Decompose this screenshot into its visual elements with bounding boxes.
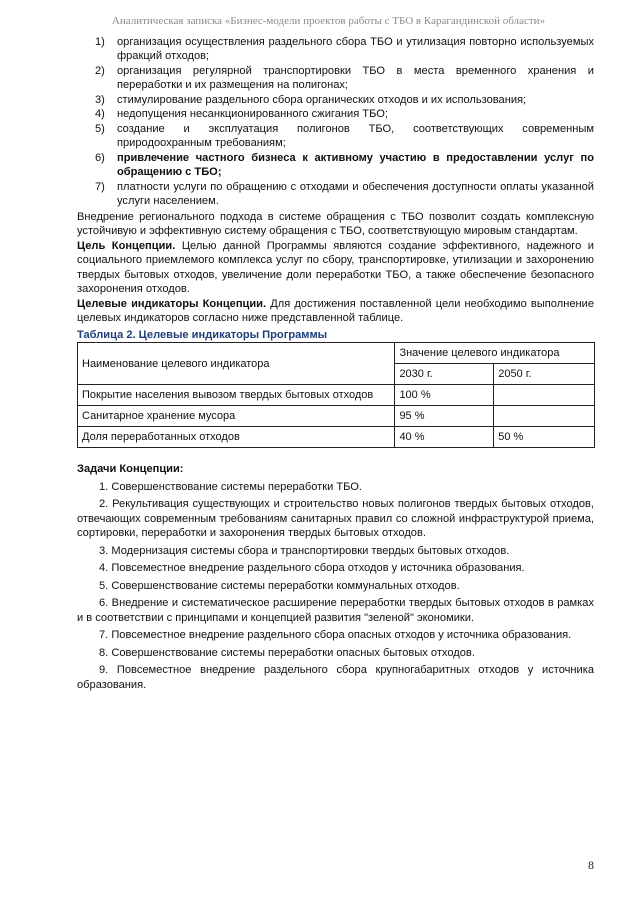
indicator-2030: 40 % [395,427,494,448]
table-header-row [78,343,595,364]
measure-item [77,107,594,122]
running-header: Аналитическая записка «Бизнес-модели проектов работы с ТБО в Карагандинской области» [111,15,546,27]
measure-item [77,64,594,93]
measure-number: 7) [95,180,105,193]
indicator-name: Санитарное хранение мусора [78,406,395,427]
goal-text: Целью данной Программы являются создание эффективного, надежного и социального приемлемого комплекса услуг по сбору, транспортировке, утилизации и захоронению твердых бытовых отходов, увеличение доли переработки ТБО, а также обеспечение безопасного захоронения отходов. [77,239,595,295]
measure-item [77,35,594,64]
table-row [78,406,595,427]
indicators-text: Для достижения поставленной цели необходимо выполнение целевых индикаторов согласно ниже представленной таблице. [77,297,594,324]
measure-text: платности услуги по обращению с отходами и обеспечения доступности оплаты указанной услуги населением. [117,180,594,207]
measure-text: организация регулярной транспортировки ТБО в места временного хранения и переработки и их размещения на полигонах; [117,64,594,91]
measures-list [77,35,594,209]
table-row [78,385,595,406]
indicator-2030: 100 % [395,385,494,406]
header-indicator-value: Значение целевого индикатора [395,343,595,364]
table-row [78,427,595,448]
indicator-2050 [494,385,595,406]
indicators-table [77,342,595,448]
measure-number: 5) [95,122,105,135]
task-item: 8. Совершенствование системы переработки опасных бытовых отходов. [99,646,475,659]
task-item: 6. Внедрение и систематическое расширение переработки твердых бытовых отходов в рамках и в соответствии с принципами и концепцией развития "зеленой" экономики. [77,597,594,624]
task-item: 1. Совершенствование системы переработки ТБО. [99,480,362,493]
goal-label: Цель Концепции. [77,239,176,252]
goal-paragraph [77,239,594,297]
regional-approach-paragraph: Внедрение регионального подхода в системе обращения с ТБО позволит создать комплексную устойчивую и эффективную систему обращения с ТБО, соответствующую мировым стандартам. [77,210,594,237]
measure-item-highlighted [77,151,594,180]
task-item: 2. Рекультивация существующих и строительство новых полигонов твердых бытовых отходов, отвечающих современным требованиям санитарных правил со сложной инфраструктурой приема, сортировки, переработки и захоронения твердых бытовых отходов. [77,498,594,539]
measure-number: 1) [95,35,105,48]
page-number: 8 [588,858,594,872]
measure-text: стимулирование раздельного сбора органических отходов и их использования; [117,93,527,106]
header-year-2050: 2050 г. [494,364,595,385]
indicator-name: Доля переработанных отходов [78,427,395,448]
measure-number: 2) [95,64,105,77]
indicator-name: Покрытие населения вывозом твердых бытовых отходов [78,385,395,406]
measure-item [77,180,594,209]
header-indicator-name: Наименование целевого индикатора [78,343,395,385]
measure-item [77,93,594,108]
task-item: 3. Модернизация системы сбора и транспортировки твердых бытовых отходов. [99,544,510,557]
indicators-paragraph [77,297,594,326]
header-year-2030: 2030 г. [395,364,494,385]
measure-text: создание и эксплуатация полигонов ТБО, соответствующих современным природоохранным требованиям; [117,122,594,149]
indicator-2030: 95 % [395,406,494,427]
measure-number: 6) [95,151,105,164]
task-item: 7. Повсеместное внедрение раздельного сбора опасных отходов у источника образования. [99,629,572,641]
measure-text: организация осуществления раздельного сбора ТБО и утилизация повторно используемых фракций отходов; [117,35,594,62]
measure-text: недопущения несанкционированного сжигания ТБО; [117,108,388,120]
measure-item [77,122,594,151]
indicators-label: Целевые индикаторы Концепции. [77,297,267,310]
task-item: 9. Повсеместное внедрение раздельного сбора крупногабаритных отходов у источника образования. [77,664,594,691]
measure-text: привлечение частного бизнеса к активному участию в предоставлении услуг по обращению с ТБО; [117,151,594,178]
indicator-2050: 50 % [494,427,595,448]
table-caption: Таблица 2. Целевые индикаторы Программы [77,328,328,341]
measure-number: 4) [95,108,105,120]
indicator-2050 [494,406,595,427]
measure-number: 3) [95,93,105,106]
task-item: 4. Повсеместное внедрение раздельного сбора отходов у источника образования. [99,562,525,574]
tasks-heading: Задачи Концепции: [77,463,184,475]
task-item: 5. Совершенствование системы переработки коммунальных отходов. [99,579,460,592]
